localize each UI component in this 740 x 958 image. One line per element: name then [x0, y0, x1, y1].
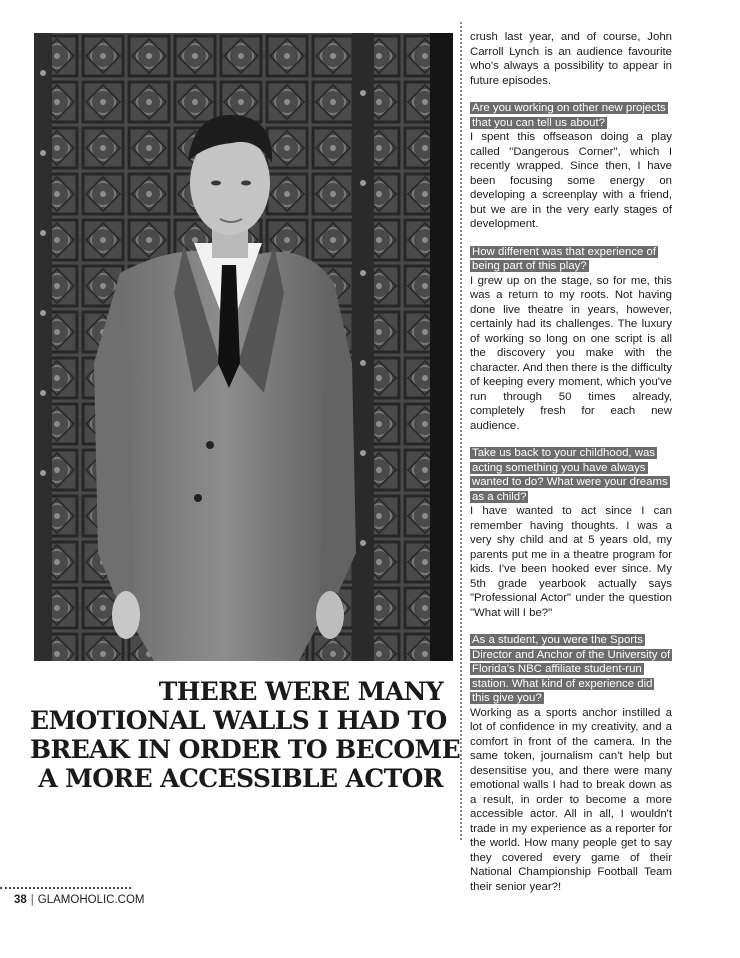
portrait-photo — [34, 33, 453, 661]
pull-quote-line: EMOTIONAL WALLS I HAD TO — [30, 706, 447, 735]
question-text: Take us back to your childhood, was acting something you have always wanted to do? What were your dreams as a child? — [472, 447, 668, 503]
question-2 — [470, 245, 672, 274]
site-name: GLAMOHOLIC.COM — [37, 894, 145, 906]
answer-2: I grew up on the stage, so for me, this was a return to my roots. Not having done live theatre in years, however, certainly had its challenges. The luxury of working so long on one script is all the discovery you make with the character. And then there is the difficulty of keeping every moment, which you've run through 50 times already, completely fresh for each new audience. — [470, 274, 672, 432]
page-number: 38 — [14, 894, 27, 906]
page-footer — [14, 894, 145, 906]
column-divider — [460, 22, 462, 840]
question-3 — [470, 446, 672, 504]
question-1 — [470, 101, 672, 130]
question-4 — [470, 633, 672, 706]
pull-quote — [30, 677, 461, 793]
pull-quote-line: THERE WERE MANY — [158, 677, 443, 706]
footer-dotted-rule — [0, 887, 131, 889]
intro-paragraph: crush last year, and of course, John Carroll Lynch is an audience favourite who's always a possibility to appear in future episodes. — [470, 31, 672, 87]
answer-3: I have wanted to act since I can remember having thoughts. I was a very shy child and at 5 years old, my parents put me in a theatre program for kids. I've been hooked ever since. My 5th grade yearbook actually says "Professional Actor" under the question "What will I be?" — [470, 505, 672, 619]
question-text: Are you working on other new projects that you can tell us about? — [472, 102, 666, 129]
footer-separator: | — [30, 894, 34, 906]
question-text: As a student, you were the Sports Director and Anchor of the University of Florida's NBC affiliate student-run station. What kind of experience did this give you? — [472, 634, 671, 704]
pull-quote-line: A MORE ACCESSIBLE ACTOR — [38, 764, 443, 793]
answer-1: I spent this offseason doing a play called "Dangerous Corner", which I recently wrapped. Since then, I have been focusing some energy on developing a screenplay with a friend, but we are in the very early stages of development. — [470, 131, 672, 230]
question-text: How different was that experience of being part of this play? — [472, 245, 657, 272]
answer-4: Working as a sports anchor instilled a lot of confidence in my creativity, and a comfort in front of the camera. In the same token, journalism can't help but desensitise you, and there were many emotional walls I had to break down as a result, in order to become a more accessible actor. All in all, I wouldn't trade in my experience as a reporter for the world. How many people get to say they covered every game of their National Championship Football Team their senior year?! — [470, 706, 672, 893]
article-column — [470, 30, 672, 907]
pull-quote-line: BREAK IN ORDER TO BECOME — [30, 735, 461, 764]
